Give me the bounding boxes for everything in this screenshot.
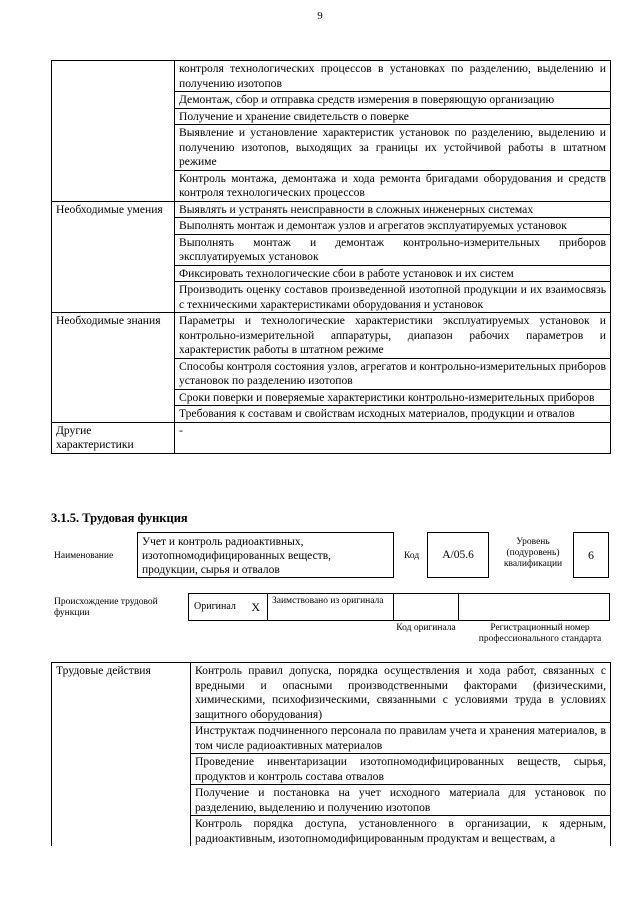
- function-name: Учет и контроль радиоактивных, изотопномодифицированных веществ, продукции, сырья и отвалов: [142, 536, 331, 576]
- code-original-caption: Код оригинала: [396, 623, 456, 633]
- row-label: Трудовые действия: [52, 663, 191, 847]
- table-cell: Получение и постановка на учет исходного материала для установок по разделению, выделению и получению изотопов: [191, 785, 611, 816]
- original-label: Оригинал: [194, 601, 236, 612]
- original-cell: [188, 593, 268, 621]
- page-number: 9: [317, 10, 323, 22]
- table-row: [52, 201, 611, 218]
- table-cell: Контроль монтажа, демонтажа и хода ремонта бригадами оборудования и средств контроля технологических процессов: [175, 170, 611, 201]
- row-label: Необходимые умения: [52, 201, 175, 313]
- reg-number-caption: Регистрационный номер профессионального стандарта: [478, 623, 602, 644]
- code-label: Код: [404, 551, 420, 561]
- table-cell: Выполнять монтаж и демонтаж контрольно-измерительных приборов эксплуатируемых установок: [175, 234, 611, 265]
- page-cutoff: [0, 846, 640, 905]
- origin-label: Происхождение трудовой функции: [54, 597, 158, 618]
- level-box: [573, 532, 609, 578]
- table-row: [52, 663, 611, 723]
- table-cell: Требования к составам и свойствам исходных материалов, продукции и отвалов: [175, 406, 611, 423]
- table-row: [52, 422, 611, 453]
- competency-table: [51, 60, 611, 454]
- table-cell: Сроки поверки и поверяемые характеристики контрольно-измерительных приборов: [175, 389, 611, 406]
- table-cell: Способы контроля состояния узлов, агрегатов и контрольно-измерительных приборов установок по разделению изотопов: [175, 358, 611, 389]
- code-box: [427, 532, 489, 578]
- code-original-cell: [393, 593, 459, 621]
- row-label: Другие характеристики: [52, 422, 175, 453]
- table-cell: Выявление и установление характеристик установок по разделению, выделению и получению изотопов, выходящих за границы их устойчивой работы в штатном режиме: [175, 125, 611, 171]
- level-value: 6: [588, 548, 594, 562]
- level-label: Уровень (подуровень) квалификации: [503, 537, 563, 569]
- original-mark: X: [251, 600, 260, 614]
- table-cell: Контроль правил допуска, порядка осуществления и хода работ, связанных с вредными и опасными производственными факторами (физическими, химическими, психофизическими, связанными с условиями труда в условиях защитного оборудования): [191, 663, 611, 723]
- borrowed-label: Заимствовано из оригинала: [272, 596, 384, 606]
- table-cell: Выявлять и устранять неисправности в сложных инженерных системах: [175, 201, 611, 218]
- table-cell: Демонтаж, сбор и отправка средств измерения в поверяющую организацию: [175, 92, 611, 109]
- borrowed-cell: [267, 593, 394, 621]
- table-cell: Контроль порядка доступа, установленного в организации, к ядерным, радиоактивным, изотопномодифицированным продуктам и веществам, а: [191, 816, 611, 847]
- table-cell: Фиксировать технологические сбои в работе установок и их систем: [175, 265, 611, 282]
- function-name-box: [137, 532, 394, 578]
- table-cell: Параметры и технологические характеристики эксплуатируемых установок и контрольно-измерительной аппаратуры, диапазон рабочих параметров и характеристик работы в штатном режиме: [175, 313, 611, 359]
- row-label: Необходимые знания: [52, 313, 175, 423]
- code-value: А/05.6: [442, 549, 474, 561]
- table-cell: Инструктаж подчиненного персонала по правилам учета и хранения материалов, в том числе радиоактивных материалов: [191, 723, 611, 754]
- reg-number-cell: [458, 593, 610, 621]
- table-cell: Получение и хранение свидетельств о поверке: [175, 108, 611, 125]
- table-row: [52, 313, 611, 359]
- row-label: [52, 61, 175, 202]
- table-row: [52, 61, 611, 92]
- table-cell: Проведение инвентаризации изотопномодифицированных веществ, сырья, продуктов и контроль состава отвалов: [191, 754, 611, 785]
- table-cell: Производить оценку составов произведенной изотопной продукции и их взаимосвязь с техническими характеристиками оборудования и установок: [175, 282, 611, 313]
- name-label: Наименование: [54, 551, 114, 561]
- table-cell: контроля технологических процессов в установках по разделению, выделению и получению изотопов: [175, 61, 611, 92]
- table-cell: Выполнять монтаж и демонтаж узлов и агрегатов эксплуатируемых установок: [175, 218, 611, 235]
- labor-actions-table: [51, 662, 611, 847]
- table-cell: -: [175, 422, 611, 453]
- section-title: 3.1.5. Трудовая функция: [51, 511, 188, 525]
